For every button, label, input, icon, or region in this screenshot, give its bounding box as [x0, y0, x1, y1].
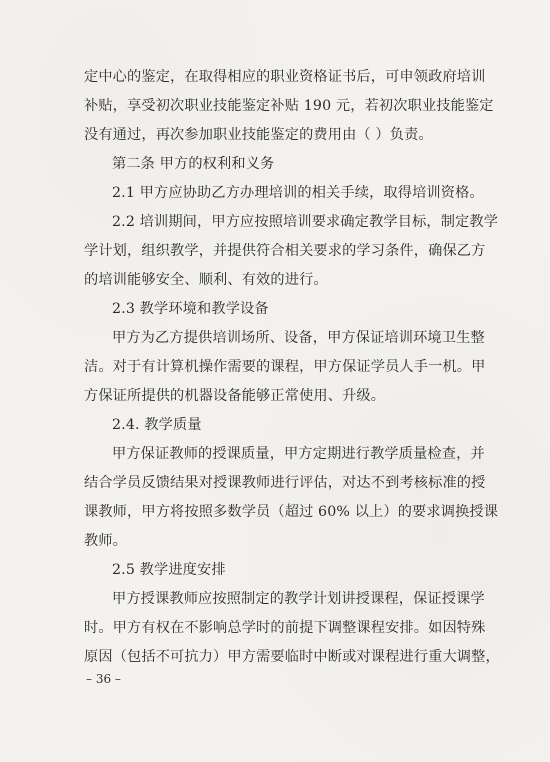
- body-line: 没有通过，再次参加职业技能鉴定的费用由（ ）负责。: [84, 127, 433, 143]
- body-line: 洁。对于有计算机操作需要的课程，甲方保证学员人手一机。甲: [84, 359, 486, 375]
- body-line: 甲方保证教师的授课质量，甲方定期进行教学质量检查，并: [112, 446, 485, 462]
- clause-2-3-heading: 2.3 教学环境和教学设备: [112, 301, 269, 317]
- body-line: 甲方为乙方提供培训场所、设备，甲方保证培训环境卫生整: [112, 330, 485, 346]
- clause-2-1: 2.1 甲方应协助乙方办理培训的相关手续，取得培训资格。: [112, 185, 484, 201]
- body-line: 教师。: [84, 533, 128, 549]
- body-line: 结合学员反馈结果对授课教师进行评估，对达不到考核标准的授: [84, 475, 486, 491]
- clause-2-5-heading: 2.5 教学进度安排: [112, 562, 226, 578]
- page-number: – 36 –: [86, 672, 121, 686]
- body-line: 补贴，享受初次职业技能鉴定补贴 190 元，若初次职业技能鉴定: [84, 98, 494, 114]
- clause-2-4-heading: 2.4. 教学质量: [112, 417, 202, 433]
- body-line: 的培训能够安全、顺利、有效的进行。: [84, 272, 328, 288]
- body-line: 原因（包括不可抗力）甲方需要临时中断或对课程进行重大调整，: [84, 649, 500, 665]
- body-line: 学计划，组织教学，并提供符合相关要求的学习条件，确保乙方: [84, 243, 486, 259]
- body-line: 课教师，甲方将按照多数学员（超过 60% 以上）的要求调换授课: [84, 504, 499, 520]
- section-heading: 第二条 甲方的权利和义务: [112, 156, 275, 172]
- body-line: 甲方授课教师应按照制定的教学计划讲授课程，保证授课学: [112, 591, 485, 607]
- clause-2-2: 2.2 培训期间，甲方应按照培训要求确定教学目标，制定教学: [112, 214, 499, 230]
- body-line: 方保证所提供的机器设备能够正常使用、升级。: [84, 388, 386, 404]
- body-line: 时。甲方有权在不影响总学时的前提下调整课程安排。如因特殊: [84, 620, 486, 636]
- document-body: [84, 63, 504, 672]
- body-line: 定中心的鉴定，在取得相应的职业资格证书后，可申领政府培训: [84, 69, 486, 85]
